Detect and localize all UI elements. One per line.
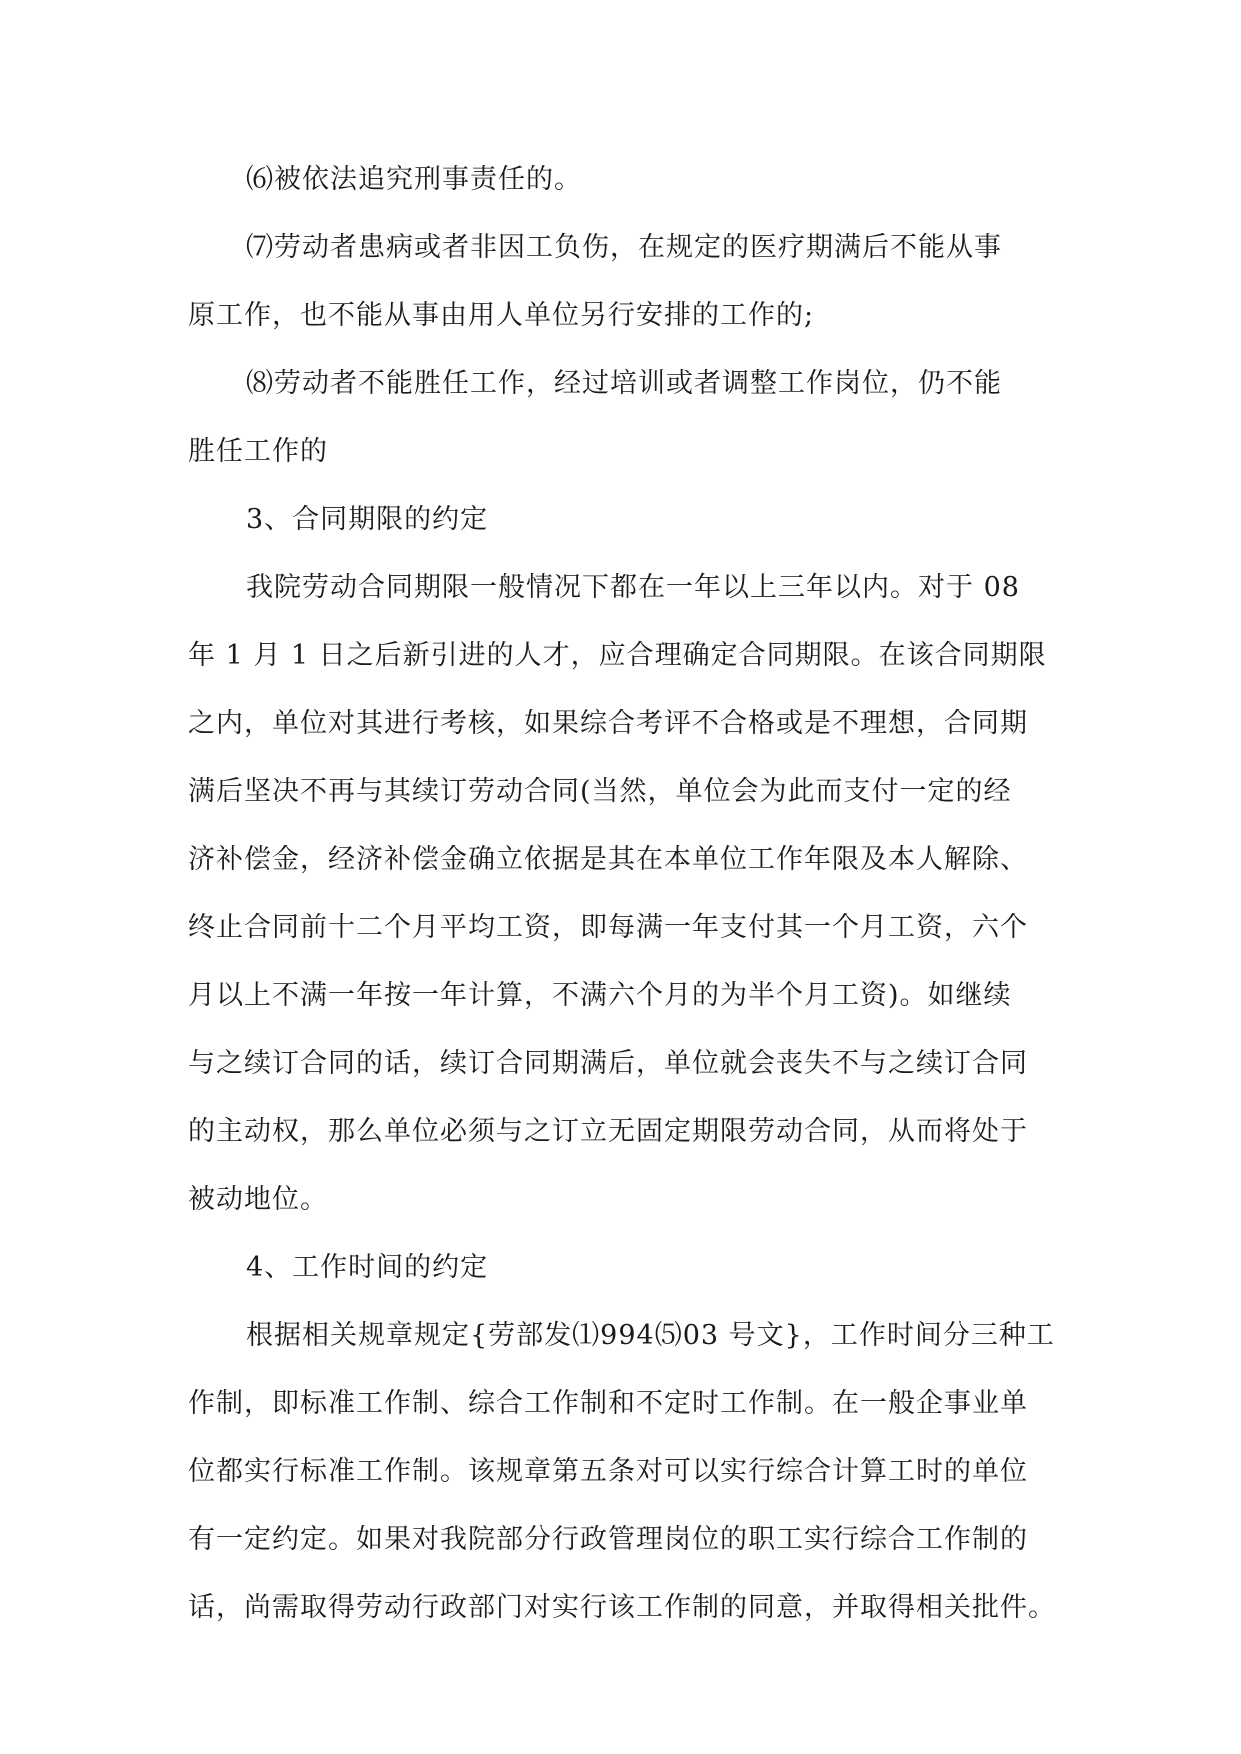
paragraph-line: 作制，即标准工作制、综合工作制和不定时工作制。在一般企事业单: [188, 1388, 1028, 1419]
paragraph-line: 有一定约定。如果对我院部分行政管理岗位的职工实行综合工作制的: [188, 1524, 1028, 1555]
paragraph-line: 济补偿金，经济补偿金确立依据是其在本单位工作年限及本人解除、: [188, 844, 1028, 875]
section-heading: 4、工作时间的约定: [246, 1252, 489, 1283]
paragraph-line: 之内，单位对其进行考核，如果综合考评不合格或是不理想，合同期: [188, 708, 1028, 739]
section-heading: 3、合同期限的约定: [246, 504, 489, 535]
paragraph-line: 原工作，也不能从事由用人单位另行安排的工作的;: [188, 300, 815, 331]
paragraph-line: ⑹被依法追究刑事责任的。: [246, 164, 582, 195]
paragraph-line: 我院劳动合同期限一般情况下都在一年以上三年以内。对于 08: [246, 572, 1020, 603]
paragraph-line: 话，尚需取得劳动行政部门对实行该工作制的同意，并取得相关批件。: [188, 1592, 1056, 1623]
paragraph-line: 终止合同前十二个月平均工资，即每满一年支付其一个月工资，六个: [188, 912, 1028, 943]
paragraph-line: 胜任工作的: [188, 436, 328, 467]
paragraph-line: 与之续订合同的话，续订合同期满后，单位就会丧失不与之续订合同: [188, 1048, 1028, 1079]
paragraph-line: 的主动权，那么单位必须与之订立无固定期限劳动合同，从而将处于: [188, 1116, 1028, 1147]
paragraph-line: 月以上不满一年按一年计算，不满六个月的为半个月工资)。如继续: [188, 980, 1012, 1011]
paragraph-line: 年 1 月 1 日之后新引进的人才，应合理确定合同期限。在该合同期限: [188, 640, 1047, 671]
paragraph-line: ⑻劳动者不能胜任工作，经过培训或者调整工作岗位，仍不能: [246, 368, 1002, 399]
paragraph-line: 位都实行标准工作制。该规章第五条对可以实行综合计算工时的单位: [188, 1456, 1028, 1487]
paragraph-line: 被动地位。: [188, 1184, 328, 1215]
paragraph-line: 满后坚决不再与其续订劳动合同(当然，单位会为此而支付一定的经: [188, 776, 1012, 807]
paragraph-line: ⑺劳动者患病或者非因工负伤，在规定的医疗期满后不能从事: [246, 232, 1002, 263]
paragraph-line: 根据相关规章规定{劳部发⑴994⑸03 号文}，工作时间分三种工: [246, 1320, 1055, 1351]
